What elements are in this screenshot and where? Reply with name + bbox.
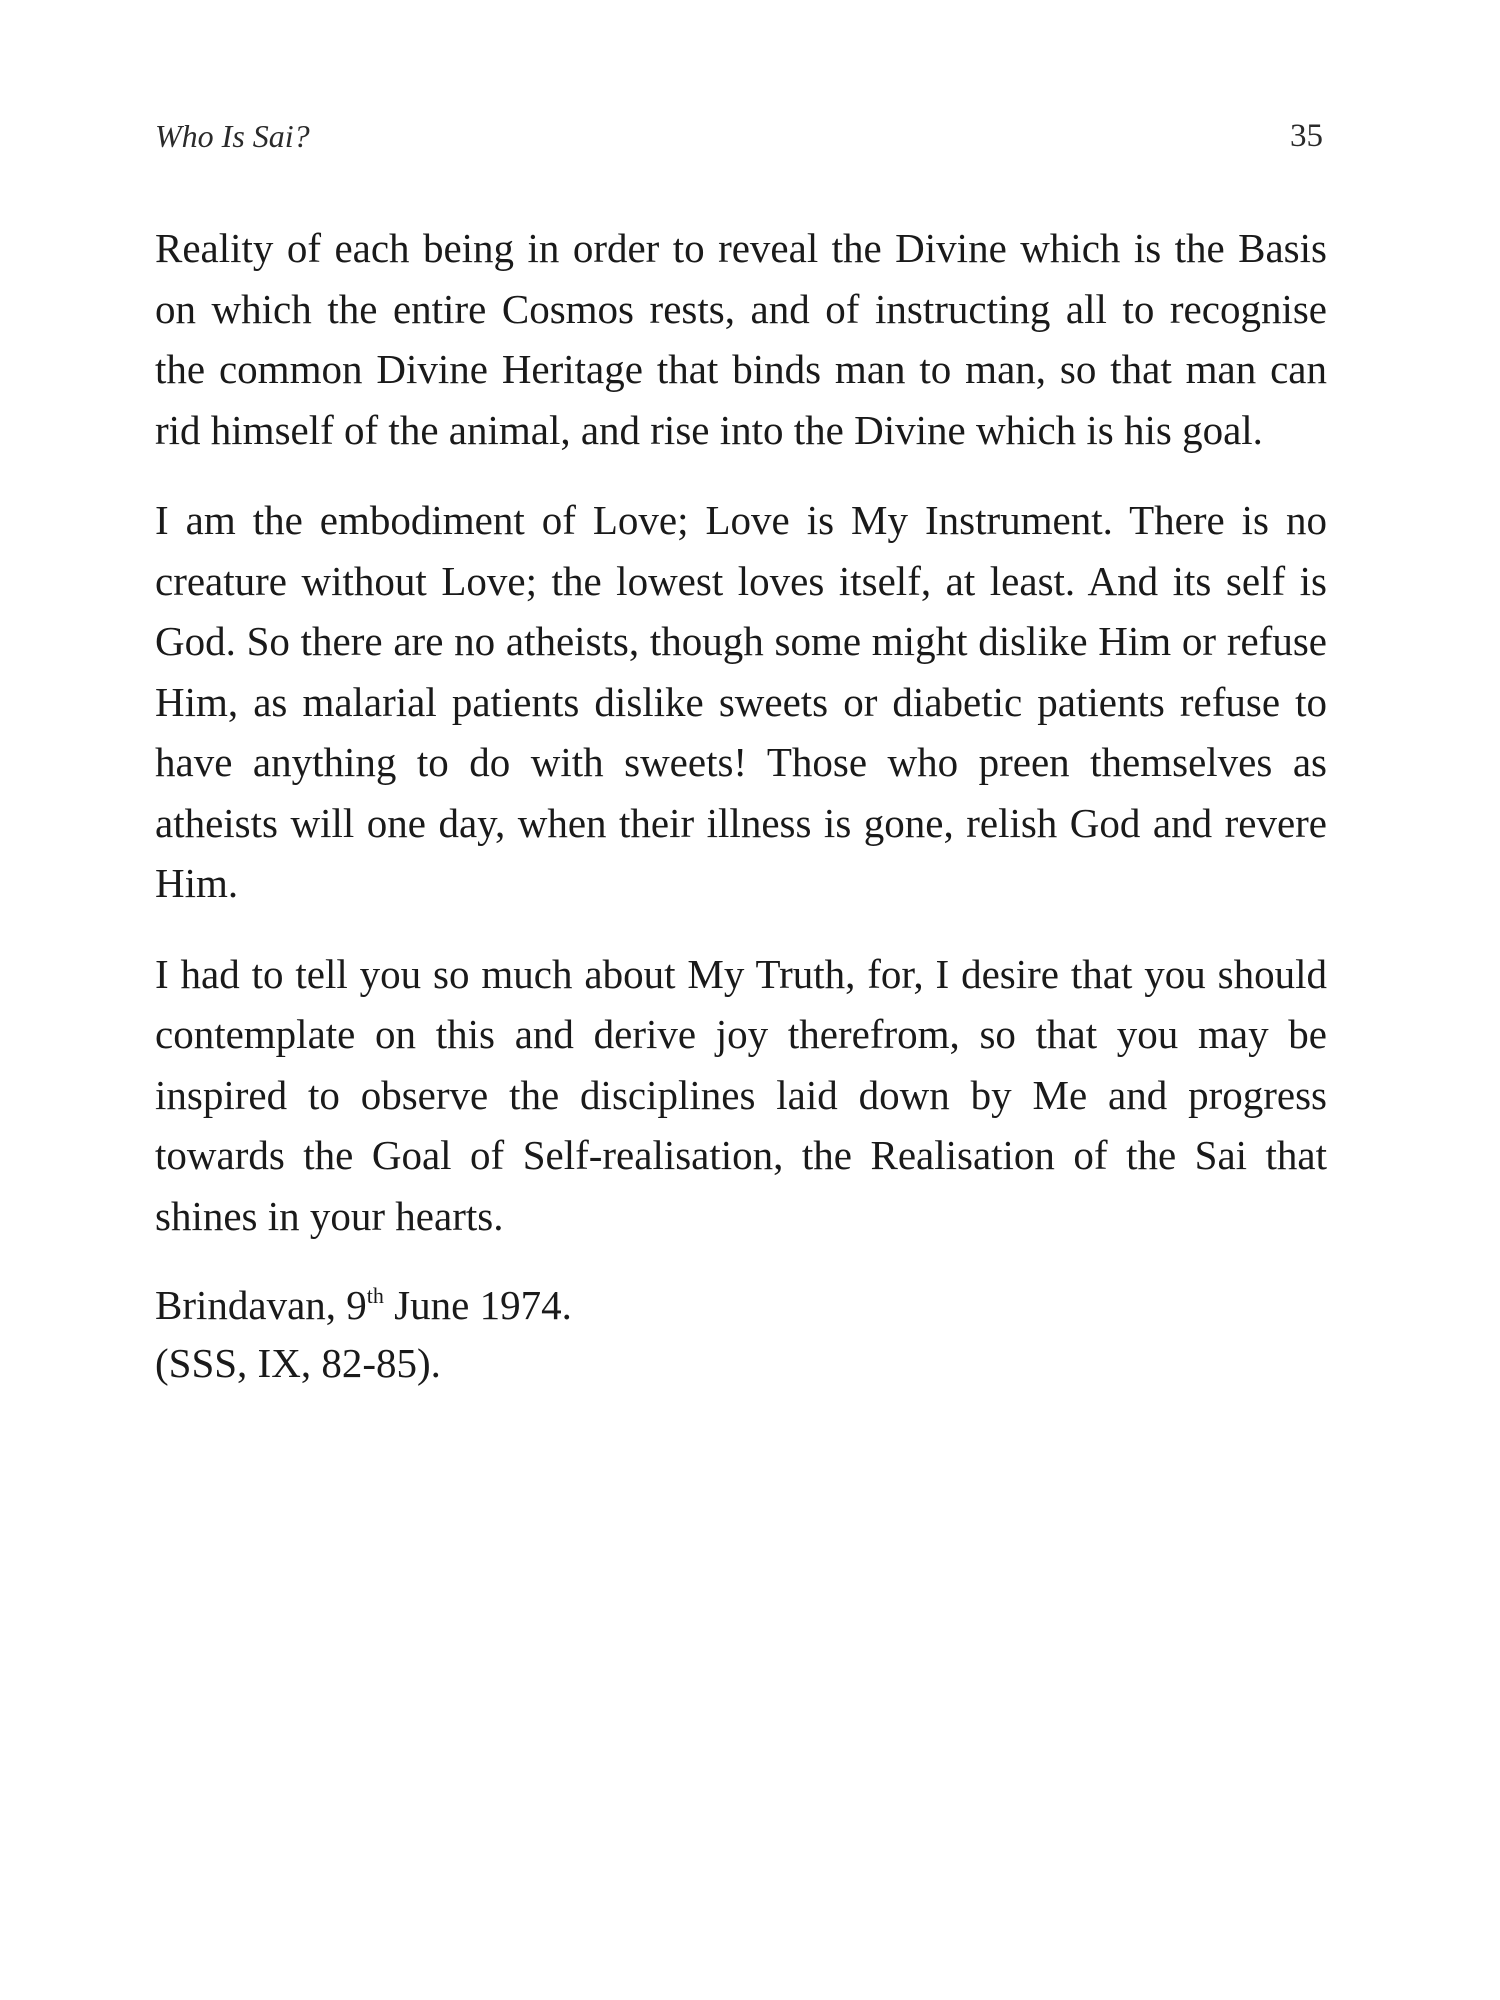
paragraph: Reality of each being in order to reveal the Divine which is the Basis on which the entire Cosmos rests, and of instructing all to recognise the common Divine Heritage that binds man to man, so that man can rid himself of the animal, and rise into the Divine which is his goal. [155, 225, 1327, 453]
paragraph: I am the embodiment of Love; Love is My Instrument. There is no creature without Love; the lowest loves itself, at least. And its self is God. So there are no atheists, though some might dislike Him or refuse Him, as malarial patients dislike sweets or diabetic patients refuse to have anything to do with sweets! Those who preen themselves as atheists will one day, when their illness is gone, relish God and revere Him. [155, 497, 1327, 906]
signoff-date [155, 1276, 1327, 1334]
signoff [155, 1276, 1327, 1392]
signoff-date-rest: June 1974. [383, 1282, 572, 1328]
running-title: Who Is Sai? [155, 118, 310, 154]
page-number: 35 [1290, 118, 1323, 154]
body-text [155, 218, 1327, 1392]
ordinal-suffix: th [366, 1283, 384, 1308]
signoff-place: Brindavan, 9 [155, 1282, 367, 1328]
citation: (SSS, IX, 82-85). [155, 1340, 441, 1386]
paragraph: I had to tell you so much about My Truth, for, I desire that you should contemplate on this and derive joy therefrom, so that you may be inspired to observe the disciplines laid down by Me and progress towards the Goal of Self-realisation, the Realisation of the Sai that shines in your hearts. [155, 950, 1327, 1239]
